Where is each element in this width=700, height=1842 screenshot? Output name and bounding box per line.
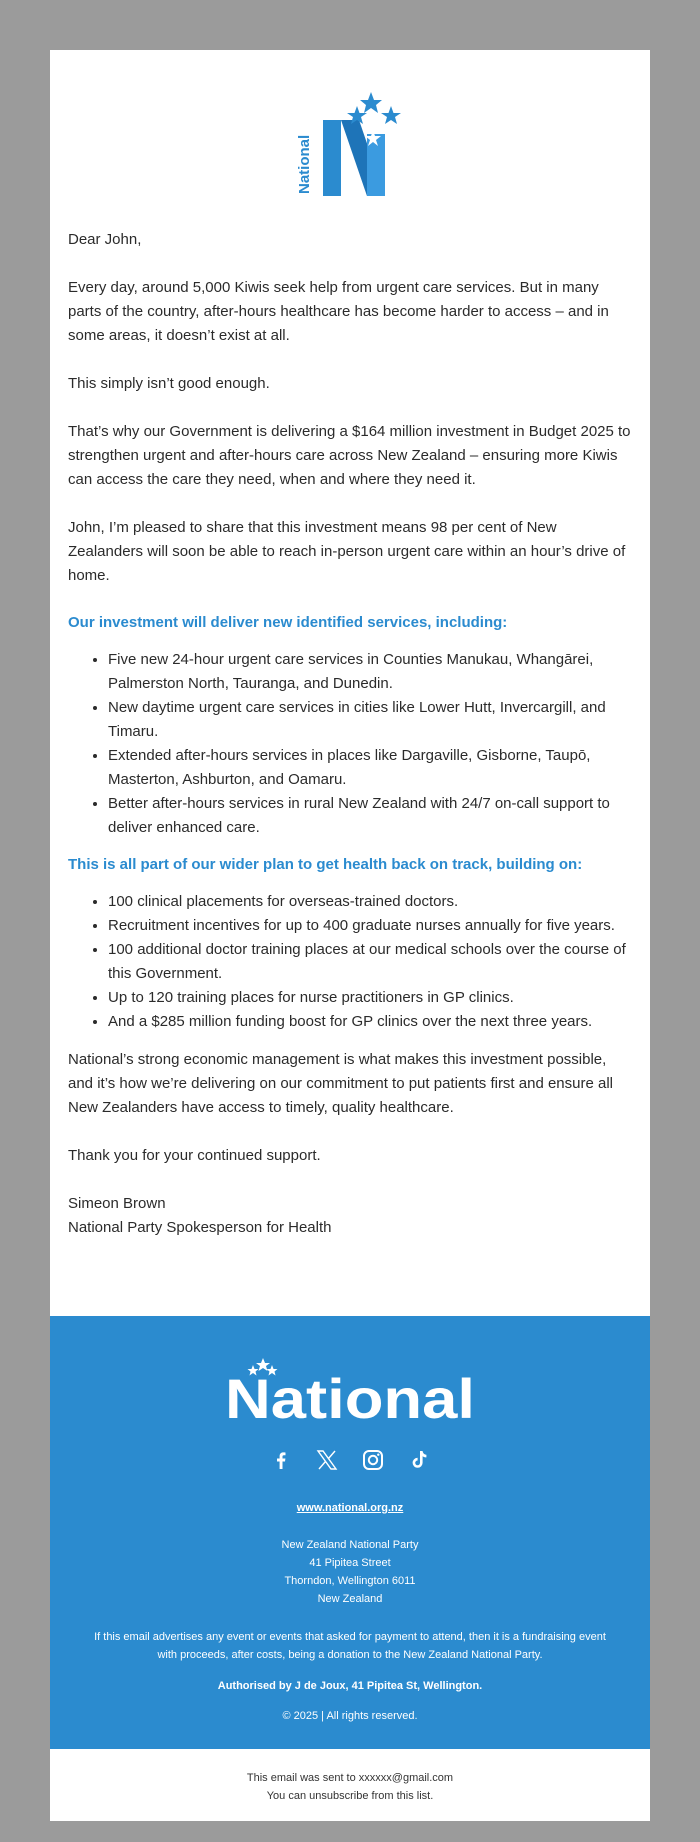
- address-line: 41 Pipitea Street: [309, 1557, 391, 1569]
- fundraising-notice: If this email advertises any event or events that asked for payment to attend, then it is a fundraising event with proceeds, after costs, being a donation to the New Zealand National Party.: [94, 1631, 606, 1661]
- paragraph: Thank you for your continued support.: [68, 1147, 321, 1164]
- signer-name: Simeon Brown: [68, 1195, 166, 1212]
- list-item: • Extended after-hours services in places like Dargaville, Gisborne, Taupō, Masterton, Ashburton, and Oamaru.: [108, 744, 632, 792]
- address-line: New Zealand National Party: [281, 1539, 419, 1551]
- address-line: Thorndon, Wellington 6011: [284, 1575, 416, 1587]
- address-line: New Zealand: [317, 1593, 383, 1605]
- paragraph: Every day, around 5,000 Kiwis seek help from urgent care services. But in many parts of the country, after-hours healthcare has become harder to access – and in some areas, it doesn’t exist at all.: [68, 279, 609, 344]
- national-logo-icon: [295, 90, 405, 200]
- paragraph: National’s strong economic management is what makes this investment possible, and it’s how we’re delivering on our commitment to put patients first and ensure all New Zealanders have access to timely, quality healthcare.: [68, 1051, 614, 1116]
- email-bottom-bar: [50, 1749, 650, 1821]
- national-wordmark-icon: [225, 1352, 475, 1422]
- list-item: • Five new 24-hour urgent care services in Counties Manukau, Whangārei, Palmerston North, Tauranga, and Dunedin.: [108, 648, 632, 696]
- paragraph: John, I’m pleased to share that this investment means 98 per cent of New Zealanders will soon be able to reach in-person urgent care within an hour’s drive of home.: [68, 519, 626, 584]
- copyright: © 2025 | All rights reserved.: [282, 1710, 418, 1722]
- social-links: [50, 1448, 650, 1472]
- footer-wordmark-text: National: [225, 1367, 475, 1422]
- authorisation-statement: Authorised by J de Joux, 41 Pipitea St, Wellington.: [217, 1680, 483, 1692]
- list-item: • Up to 120 training places for nurse practitioners in GP clinics.: [108, 986, 632, 1010]
- list-item: • 100 clinical placements for overseas-trained doctors.: [108, 890, 632, 914]
- instagram-icon[interactable]: [361, 1448, 385, 1472]
- facebook-icon[interactable]: [269, 1448, 293, 1472]
- email-sheet: [50, 50, 650, 1821]
- plan-list: [68, 890, 632, 1034]
- list-item: • Recruitment incentives for up to 400 graduate nurses annually for five years.: [108, 914, 632, 938]
- signer-title: National Party Spokesperson for Health: [68, 1219, 332, 1236]
- paragraph: That’s why our Government is delivering a $164 million investment in Budget 2025 to strengthen urgent and after-hours care across New Zealand – ensuring more Kiwis can access the care they need, when and where they need it.: [68, 423, 631, 488]
- list-item: • And a $285 million funding boost for GP clinics over the next three years.: [108, 1010, 632, 1034]
- website-link[interactable]: www.national.org.nz: [296, 1502, 404, 1514]
- signature: [68, 1192, 632, 1240]
- section-heading: Our investment will deliver new identified services, including:: [68, 614, 508, 631]
- services-list: [68, 648, 632, 840]
- unsubscribe-link[interactable]: You can unsubscribe from this list.: [266, 1790, 434, 1802]
- email-body: [50, 50, 650, 1316]
- list-item: • Better after-hours services in rural New Zealand with 24/7 on-call support to deliver enhanced care.: [108, 792, 632, 840]
- x-icon[interactable]: [315, 1448, 339, 1472]
- list-item: • New daytime urgent care services in cities like Lower Hutt, Invercargill, and Timaru.: [108, 696, 632, 744]
- postal-address: [50, 1536, 650, 1608]
- list-item: • 100 additional doctor training places at our medical schools over the course of this Government.: [108, 938, 632, 986]
- section-heading: This is all part of our wider plan to get health back on track, building on:: [68, 856, 583, 873]
- sent-to-text: This email was sent to xxxxxx@gmail.com: [246, 1772, 454, 1784]
- tiktok-icon[interactable]: [407, 1448, 431, 1472]
- paragraph: This simply isn’t good enough.: [68, 375, 270, 392]
- email-footer: [50, 1316, 650, 1749]
- greeting: Dear John,: [68, 231, 142, 248]
- letter-content: [68, 228, 632, 1240]
- logo-vertical-text: National: [296, 134, 313, 194]
